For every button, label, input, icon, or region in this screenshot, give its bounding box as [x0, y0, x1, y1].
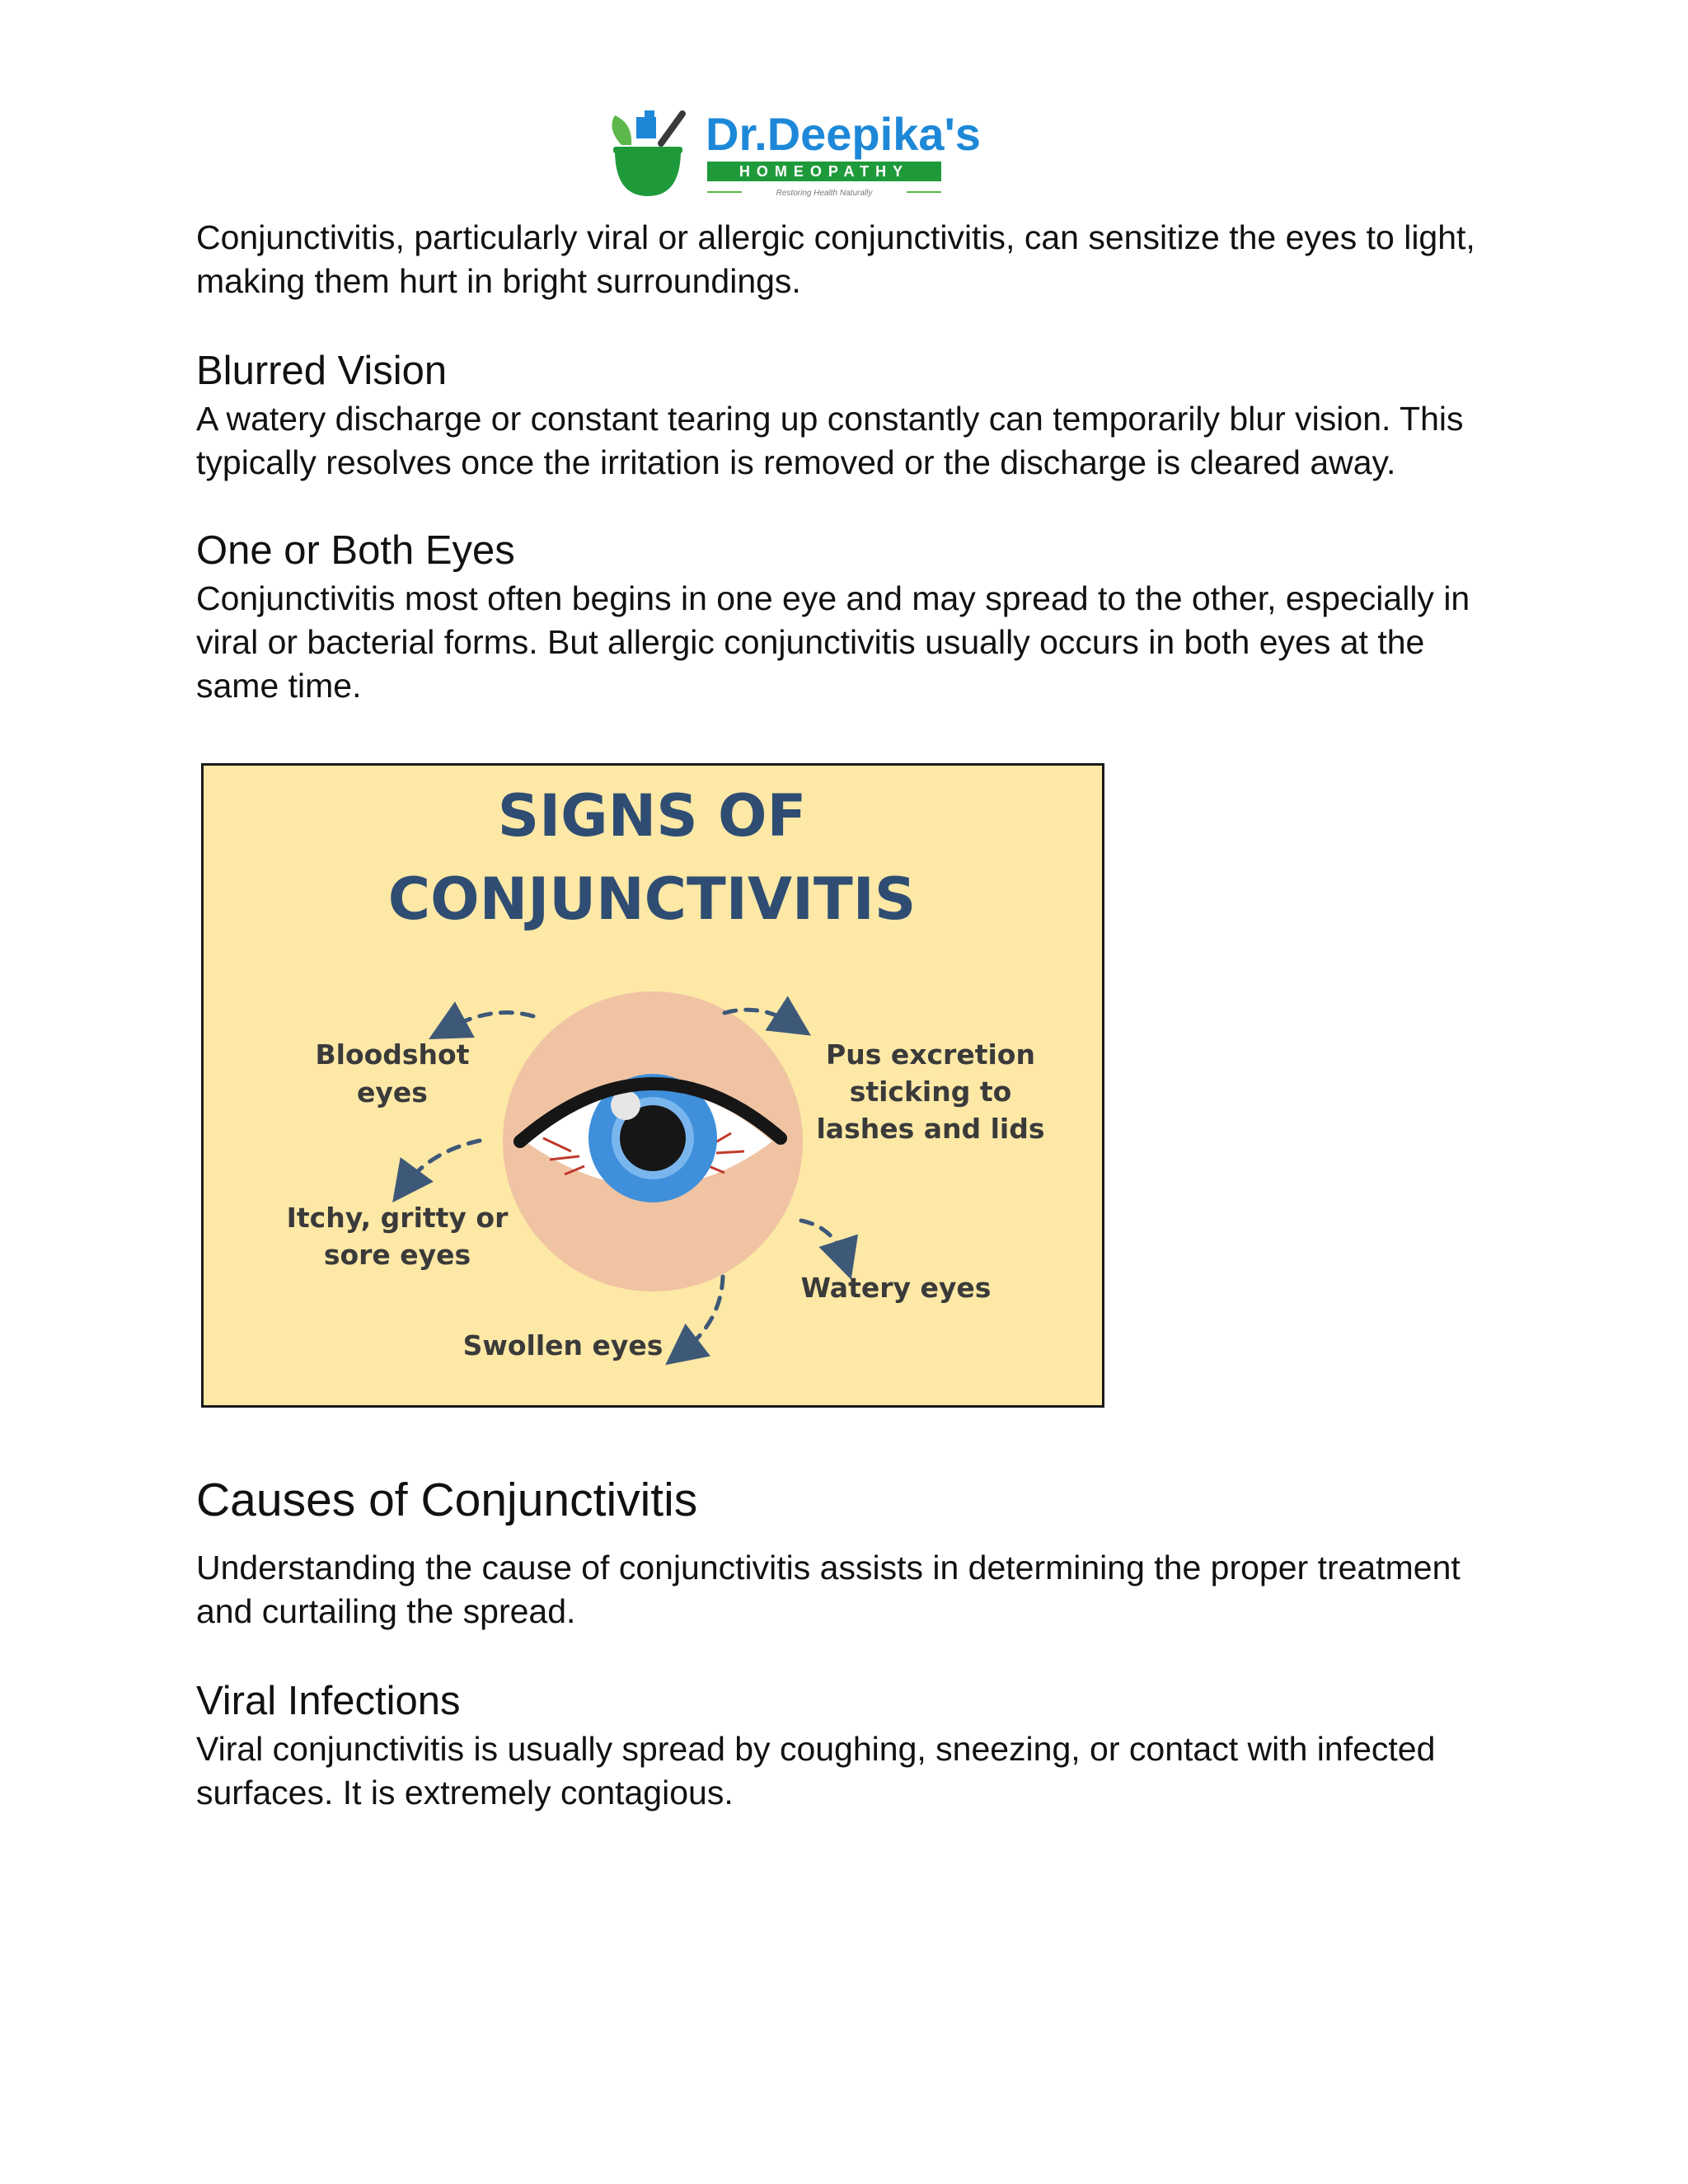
infographic-title-line2: CONJUNCTIVITIS	[387, 865, 917, 933]
infographic-drawing	[204, 766, 1102, 1405]
signs-of-conjunctivitis-infographic	[201, 763, 1104, 1408]
label-pus-line2: sticking to	[849, 1076, 1012, 1108]
viral-infections-heading: Viral Infections	[196, 1679, 461, 1723]
label-swollen: Swollen eyes	[462, 1329, 663, 1361]
brand-name: Dr.Deepika's	[706, 108, 981, 160]
brand-sub: HOMEOPATHY	[738, 163, 910, 180]
one-or-both-text: Conjunctivitis most often begins in one eye and may spread to the other, especially in viral or bacterial forms. But allergic conjunctivitis usually occurs in both eyes at the same time.	[196, 579, 1470, 705]
label-itchy-line1: Itchy, gritty or	[286, 1202, 509, 1234]
causes-heading: Causes of Conjunctivitis	[196, 1474, 698, 1526]
blurred-vision-text: A watery discharge or constant tearing up constantly can temporarily blur vision. This typically resolves once the irritation is removed or the discharge is cleared away.	[196, 400, 1464, 481]
viral-infections-text: Viral conjunctivitis is usually spread by coughing, sneezing, or contact with infected surfaces. It is extremely contagious.	[196, 1730, 1436, 1811]
mortar-leaf-icon	[612, 110, 682, 196]
label-pus-line1: Pus excretion	[826, 1038, 1035, 1071]
arrow-watery	[801, 1221, 845, 1260]
arrow-itchy	[405, 1141, 480, 1186]
infographic-title-line1: SIGNS OF	[497, 782, 807, 850]
arrow-swollen	[682, 1277, 723, 1352]
brand-tagline: Restoring Health Naturally	[776, 189, 873, 198]
intro-paragraph: Conjunctivitis, particularly viral or allergic conjunctivitis, can sensitize the eyes to light, making them hurt in bright surroundings.	[196, 218, 1475, 300]
causes-text: Understanding the cause of conjunctivitis assists in determining the proper treatment and curtailing the spread.	[196, 1549, 1461, 1630]
label-watery: Watery eyes	[800, 1272, 992, 1304]
eye-icon	[503, 991, 803, 1291]
dr-deepikas-logo	[590, 99, 986, 206]
one-or-both-heading: One or Both Eyes	[196, 528, 515, 573]
label-bloodshot-line1: Bloodshot	[315, 1038, 470, 1071]
blurred-vision-heading: Blurred Vision	[196, 349, 448, 393]
arrow-bloodshot	[447, 1013, 533, 1029]
label-itchy-line2: sore eyes	[323, 1239, 471, 1271]
label-pus-line3: lashes and lids	[816, 1113, 1045, 1145]
label-bloodshot-line2: eyes	[357, 1076, 428, 1108]
